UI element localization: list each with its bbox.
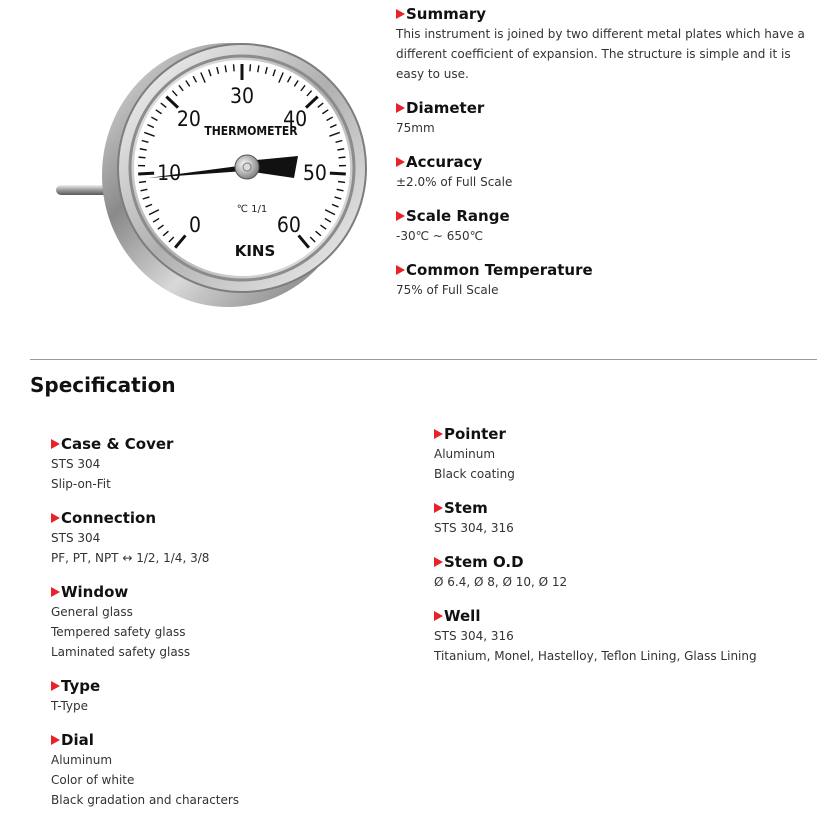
spec-section-diameter: [396, 98, 826, 138]
red-triangle-bullet-icon: [434, 611, 443, 621]
spec-section-connection: [51, 508, 421, 568]
spec-section-well: [434, 606, 824, 666]
section-title-label: Dial: [61, 730, 94, 750]
spec-section-scale-range: [396, 206, 826, 246]
dial-tick: [138, 173, 154, 174]
section-title-label: Window: [61, 582, 128, 602]
red-triangle-bullet-icon: [396, 265, 405, 275]
dial-tick: [250, 64, 251, 71]
spec-section-stem-o-d: [434, 552, 824, 592]
section-title: [396, 260, 826, 280]
red-triangle-bullet-icon: [51, 513, 60, 523]
specification-left-column: [51, 434, 421, 824]
dial-tick: [330, 173, 346, 174]
section-title-label: Summary: [406, 4, 486, 24]
section-value-line: General glass: [51, 602, 421, 622]
product-image: [50, 20, 370, 320]
section-value-line: Black gradation and characters: [51, 790, 421, 810]
red-triangle-bullet-icon: [51, 735, 60, 745]
dial-number: 60: [277, 213, 301, 237]
dial-title: THERMOMETER: [204, 124, 298, 138]
section-value-line: Laminated safety glass: [51, 642, 421, 662]
red-triangle-bullet-icon: [434, 503, 443, 513]
red-triangle-bullet-icon: [434, 557, 443, 567]
section-title: [51, 676, 421, 696]
spec-section-common-temperature: [396, 260, 826, 300]
section-title-label: Scale Range: [406, 206, 510, 226]
section-title: [396, 4, 826, 24]
dial-tick: [234, 64, 235, 71]
section-title: [396, 98, 826, 118]
section-value-line: -30℃ ~ 650℃: [396, 226, 826, 246]
section-title-label: Stem O.D: [444, 552, 524, 572]
section-value-line: Aluminum: [51, 750, 421, 770]
section-value-line: ±2.0% of Full Scale: [396, 172, 826, 192]
section-title-label: Well: [444, 606, 480, 626]
dial-tick: [338, 181, 345, 182]
section-title: [434, 606, 824, 626]
red-triangle-bullet-icon: [396, 157, 405, 167]
section-value-line: Slip-on-Fit: [51, 474, 421, 494]
dial-tick: [139, 181, 146, 182]
section-value-line: Color of white: [51, 770, 421, 790]
section-title-label: Type: [61, 676, 100, 696]
dial-tick: [338, 157, 345, 158]
section-value-line: different coefficient of expansion. The structure is simple and it is: [396, 44, 826, 64]
red-triangle-bullet-icon: [396, 9, 405, 19]
section-title-label: Common Temperature: [406, 260, 593, 280]
section-value-line: STS 304, 316: [434, 626, 824, 646]
section-divider: [30, 359, 817, 360]
dial-number: 50: [303, 161, 327, 185]
section-title: [51, 730, 421, 750]
section-title-label: Diameter: [406, 98, 484, 118]
spec-section-type: [51, 676, 421, 716]
spec-section-summary: [396, 4, 826, 84]
section-value-line: Ø 6.4, Ø 8, Ø 10, Ø 12: [434, 572, 824, 592]
section-title-label: Stem: [444, 498, 488, 518]
section-value-line: 75% of Full Scale: [396, 280, 826, 300]
section-value-line: STS 304: [51, 528, 421, 548]
section-value-line: PF, PT, NPT ↔ 1/2, 1/4, 3/8: [51, 548, 421, 568]
section-title: [396, 152, 826, 172]
dial-number: 20: [177, 107, 201, 131]
spec-section-case-cover: [51, 434, 421, 494]
section-value-line: Tempered safety glass: [51, 622, 421, 642]
red-triangle-bullet-icon: [396, 211, 405, 221]
spec-section-dial: [51, 730, 421, 810]
thermometer-illustration: [50, 20, 370, 320]
red-triangle-bullet-icon: [396, 103, 405, 113]
dial-number: 30: [230, 84, 254, 108]
section-title: [396, 206, 826, 226]
section-title-label: Case & Cover: [61, 434, 173, 454]
section-value-line: STS 304, 316: [434, 518, 824, 538]
overview-section: [396, 4, 826, 314]
section-value-line: easy to use.: [396, 64, 826, 84]
section-value-line: STS 304: [51, 454, 421, 474]
dial-number: 10: [157, 161, 181, 185]
section-title-label: Accuracy: [406, 152, 482, 172]
section-title: [51, 508, 421, 528]
section-value-line: Black coating: [434, 464, 824, 484]
section-value-line: This instrument is joined by two different metal plates which have a: [396, 24, 826, 44]
spec-section-stem: [434, 498, 824, 538]
section-value-line: Aluminum: [434, 444, 824, 464]
red-triangle-bullet-icon: [51, 587, 60, 597]
red-triangle-bullet-icon: [51, 439, 60, 449]
dial-number: 40: [283, 107, 307, 131]
spec-section-window: [51, 582, 421, 662]
section-title-label: Pointer: [444, 424, 506, 444]
red-triangle-bullet-icon: [434, 429, 443, 439]
section-title: [434, 424, 824, 444]
red-triangle-bullet-icon: [51, 681, 60, 691]
section-title-label: Connection: [61, 508, 156, 528]
spec-section-pointer: [434, 424, 824, 484]
section-value-line: 75mm: [396, 118, 826, 138]
dial-number: 0: [189, 213, 201, 237]
section-title: [51, 434, 421, 454]
dial-brand: KINS: [235, 242, 276, 260]
specification-right-column: [434, 424, 824, 680]
section-value-line: T-Type: [51, 696, 421, 716]
section-value-line: Titanium, Monel, Hastelloy, Teflon Lining, Glass Lining: [434, 646, 824, 666]
section-title: [51, 582, 421, 602]
specification-heading: Specification: [30, 373, 176, 397]
dial-tick: [139, 157, 146, 158]
section-title: [434, 552, 824, 572]
section-title: [434, 498, 824, 518]
dial-unit: ℃ 1/1: [237, 204, 268, 215]
spec-section-accuracy: [396, 152, 826, 192]
